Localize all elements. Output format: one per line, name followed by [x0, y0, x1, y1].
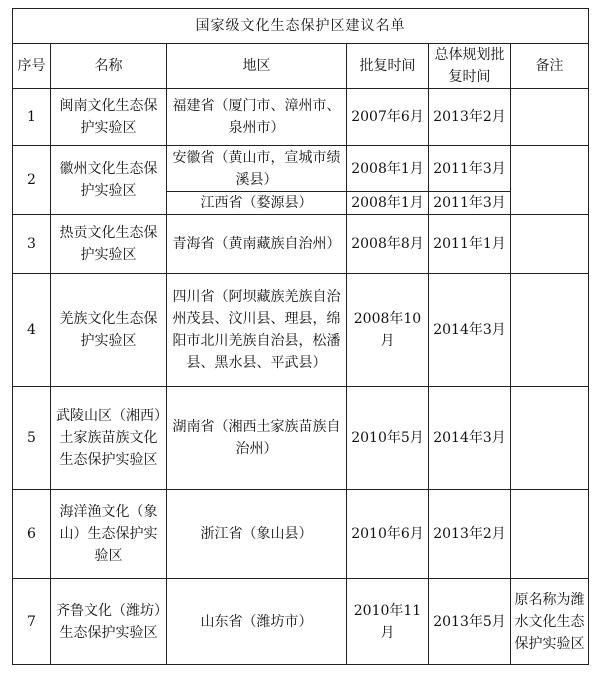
table-row: [13, 490, 589, 579]
header-index: 序号: [13, 44, 51, 89]
row-index: 4: [13, 274, 51, 387]
header-approval-date: 批复时间: [347, 44, 429, 89]
row-plan-date: 2014年3月: [429, 274, 511, 387]
row-index: 3: [13, 215, 51, 274]
row-region: 安徽省（黄山市，宣城市绩溪县）: [167, 146, 347, 192]
table-row: [13, 146, 589, 192]
row-approval-date: 2008年10月: [347, 274, 429, 387]
row-region: 浙江省（象山县）: [167, 490, 347, 579]
row-name: 齐鲁文化（潍坊）生态保护实验区: [51, 579, 167, 665]
row-plan-date: 2013年5月: [429, 579, 511, 665]
row-name: 武陵山区（湘西）土家族苗族文化生态保护实验区: [51, 387, 167, 490]
row-approval-date: 2008年1月: [347, 146, 429, 192]
table-row: [13, 387, 589, 490]
row-plan-date: 2011年3月: [429, 146, 511, 192]
header-note: 备注: [511, 44, 589, 89]
row-index: 1: [13, 89, 51, 146]
row-note: [511, 146, 589, 215]
row-region: 四川省（阿坝藏族羌族自治州茂县、汶川县、理县，绵阳市北川羌族自治县，松潘县、黑水县、平武县）: [167, 274, 347, 387]
table-row: [13, 89, 589, 146]
row-region: 青海省（黄南藏族自治州）: [167, 215, 347, 274]
row-plan-date: 2013年2月: [429, 490, 511, 579]
row-approval-date: 2010年11月: [347, 579, 429, 665]
recommendation-table: [12, 8, 589, 665]
table-row: [13, 274, 589, 387]
row-approval-date: 2010年6月: [347, 490, 429, 579]
row-index: 7: [13, 579, 51, 665]
row-index: 2: [13, 146, 51, 215]
row-name: 热贡文化生态保护实验区: [51, 215, 167, 274]
row-approval-date: 2007年6月: [347, 89, 429, 146]
table-row: [13, 579, 589, 665]
row-region: 福建省（厦门市、漳州市、泉州市）: [167, 89, 347, 146]
row-note: 原名称为潍水文化生态保护实验区: [511, 579, 589, 665]
row-note: [511, 490, 589, 579]
row-approval-date: 2008年8月: [347, 215, 429, 274]
row-region: 江西省（婺源县）: [167, 192, 347, 215]
row-note: [511, 274, 589, 387]
row-plan-date: 2011年1月: [429, 215, 511, 274]
row-region: 山东省（潍坊市）: [167, 579, 347, 665]
row-index: 6: [13, 490, 51, 579]
row-name: 徽州文化生态保护实验区: [51, 146, 167, 215]
row-approval-date: 2008年1月: [347, 192, 429, 215]
row-name: 羌族文化生态保护实验区: [51, 274, 167, 387]
row-note: [511, 215, 589, 274]
row-note: [511, 89, 589, 146]
header-plan-approval-date: 总体规划批复时间: [429, 44, 511, 89]
table-row: [13, 215, 589, 274]
row-plan-date: 2013年2月: [429, 89, 511, 146]
row-name: 海洋渔文化（象山）生态保护实验区: [51, 490, 167, 579]
row-plan-date: 2011年3月: [429, 192, 511, 215]
header-name: 名称: [51, 44, 167, 89]
row-region: 湖南省（湘西土家族苗族自治州）: [167, 387, 347, 490]
row-approval-date: 2010年5月: [347, 387, 429, 490]
table-title: 国家级文化生态保护区建议名单: [13, 9, 589, 44]
row-index: 5: [13, 387, 51, 490]
row-name: 闽南文化生态保护实验区: [51, 89, 167, 146]
row-note: [511, 387, 589, 490]
row-plan-date: 2014年3月: [429, 387, 511, 490]
header-region: 地区: [167, 44, 347, 89]
